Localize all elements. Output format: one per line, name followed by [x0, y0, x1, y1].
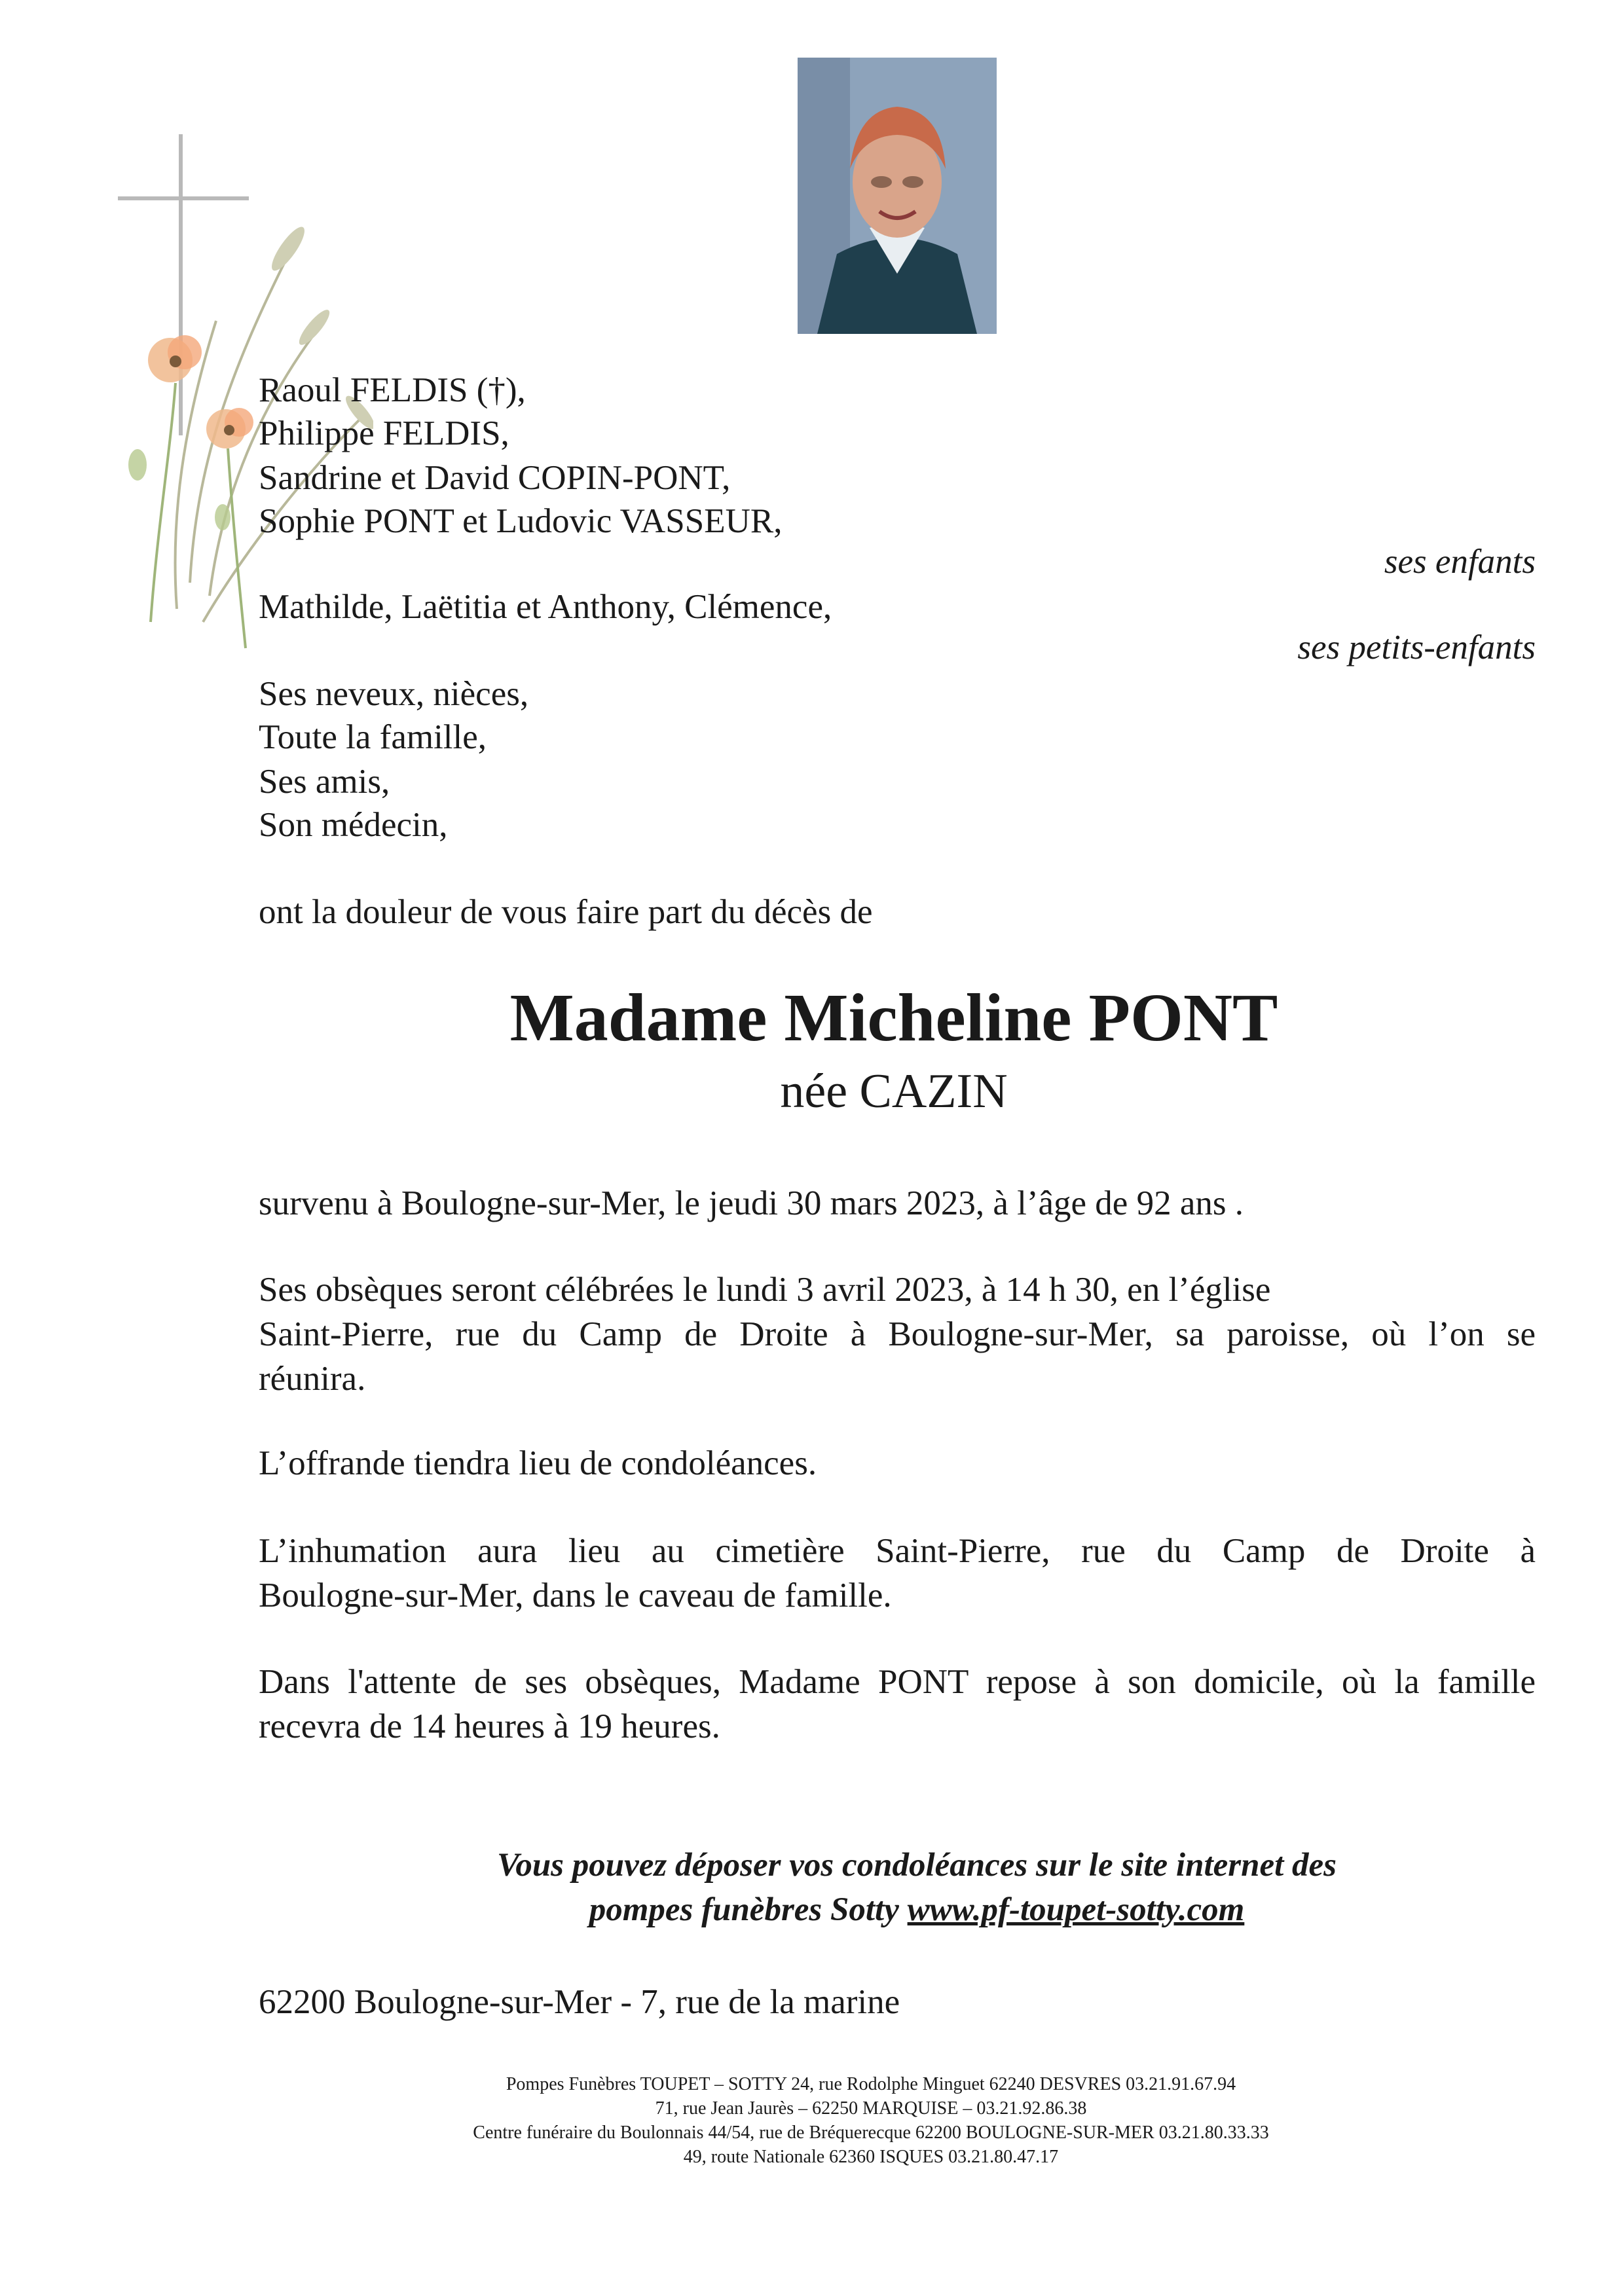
burial-line-1: L’inhumation aura lieu au cimetière Saint-Pierre, rue du Camp de Droite à — [259, 1532, 1536, 1570]
funeral-home-footer — [354, 2072, 1388, 2169]
footer-line-3: Centre funéraire du Boulonnais 44/54, rue de Bréquerecque 62200 BOULOGNE-SUR-MER 03.21.80.33.33 — [473, 2123, 1269, 2143]
condolences-prefix: pompes funèbres Sotty — [589, 1891, 908, 1928]
announcement-text: ont la douleur de vous faire part du décès de — [259, 893, 873, 931]
family-other-3: Ses amis, — [259, 763, 390, 801]
funeral-paragraph — [259, 1267, 1536, 1401]
children-label: ses enfants — [1384, 543, 1536, 581]
funeral-line-3: réunira. — [259, 1360, 366, 1398]
visitation-line-2: recevra de 14 heures à 19 heures. — [259, 1707, 720, 1745]
portrait-photo — [798, 58, 997, 334]
funeral-line-1: Ses obsèques seront célébrées le lundi 3 avril 2023, à 14 h 30, en l’église — [259, 1271, 1271, 1309]
death-details: survenu à Boulogne-sur-Mer, le jeudi 30 mars 2023, à l’âge de 92 ans . — [259, 1184, 1244, 1222]
family-other-1: Ses neveux, nièces, — [259, 675, 529, 713]
burial-line-2: Boulogne-sur-Mer, dans le caveau de famille. — [259, 1576, 892, 1614]
burial-paragraph — [259, 1529, 1536, 1618]
family-child-3: Sandrine et David COPIN-PONT, — [259, 459, 731, 497]
maiden-name: née CAZIN — [780, 1065, 1008, 1118]
visitation-paragraph — [259, 1660, 1536, 1749]
family-other-4: Son médecin, — [259, 806, 448, 844]
footer-line-1: Pompes Funèbres TOUPET – SOTTY 24, rue Rodolphe Minguet 62240 DESVRES 03.21.91.67.94 — [506, 2074, 1236, 2094]
family-other-2: Toute la famille, — [259, 718, 487, 756]
condolences-line-1: Vous pouvez déposer vos condoléances sur le site internet des — [496, 1847, 1337, 1884]
grandchildren-label: ses petits-enfants — [1297, 629, 1536, 666]
family-child-4: Sophie PONT et Ludovic VASSEUR, — [259, 502, 783, 540]
offering-text: L’offrande tiendra lieu de condoléances. — [259, 1444, 817, 1482]
condolences-website-link[interactable]: www.pf-toupet-sotty.com — [907, 1891, 1245, 1928]
poppy-flowers-icon — [128, 335, 253, 530]
footer-line-4: 49, route Nationale 62360 ISQUES 03.21.80.47.17 — [683, 2147, 1059, 2167]
funeral-line-2: Saint-Pierre, rue du Camp de Droite à Boulogne-sur-Mer, sa paroisse, où l’on se — [259, 1315, 1536, 1353]
deceased-name: Madame Micheline PONT — [509, 980, 1278, 1055]
family-child-2: Philippe FELDIS, — [259, 414, 509, 452]
footer-line-2: 71, rue Jean Jaurès – 62250 MARQUISE – 03.21.92.86.38 — [655, 2098, 1087, 2119]
family-child-1: Raoul FELDIS (†), — [259, 371, 526, 409]
condolences-notice — [367, 1843, 1467, 1932]
grandchildren-names: Mathilde, Laëtitia et Anthony, Clémence, — [259, 588, 832, 626]
address-text: 62200 Boulogne-sur-Mer - 7, rue de la marine — [259, 1983, 900, 2021]
condolences-line-2 — [367, 1887, 1467, 1932]
visitation-line-1: Dans l'attente de ses obsèques, Madame PONT repose à son domicile, où la famille — [259, 1663, 1536, 1701]
